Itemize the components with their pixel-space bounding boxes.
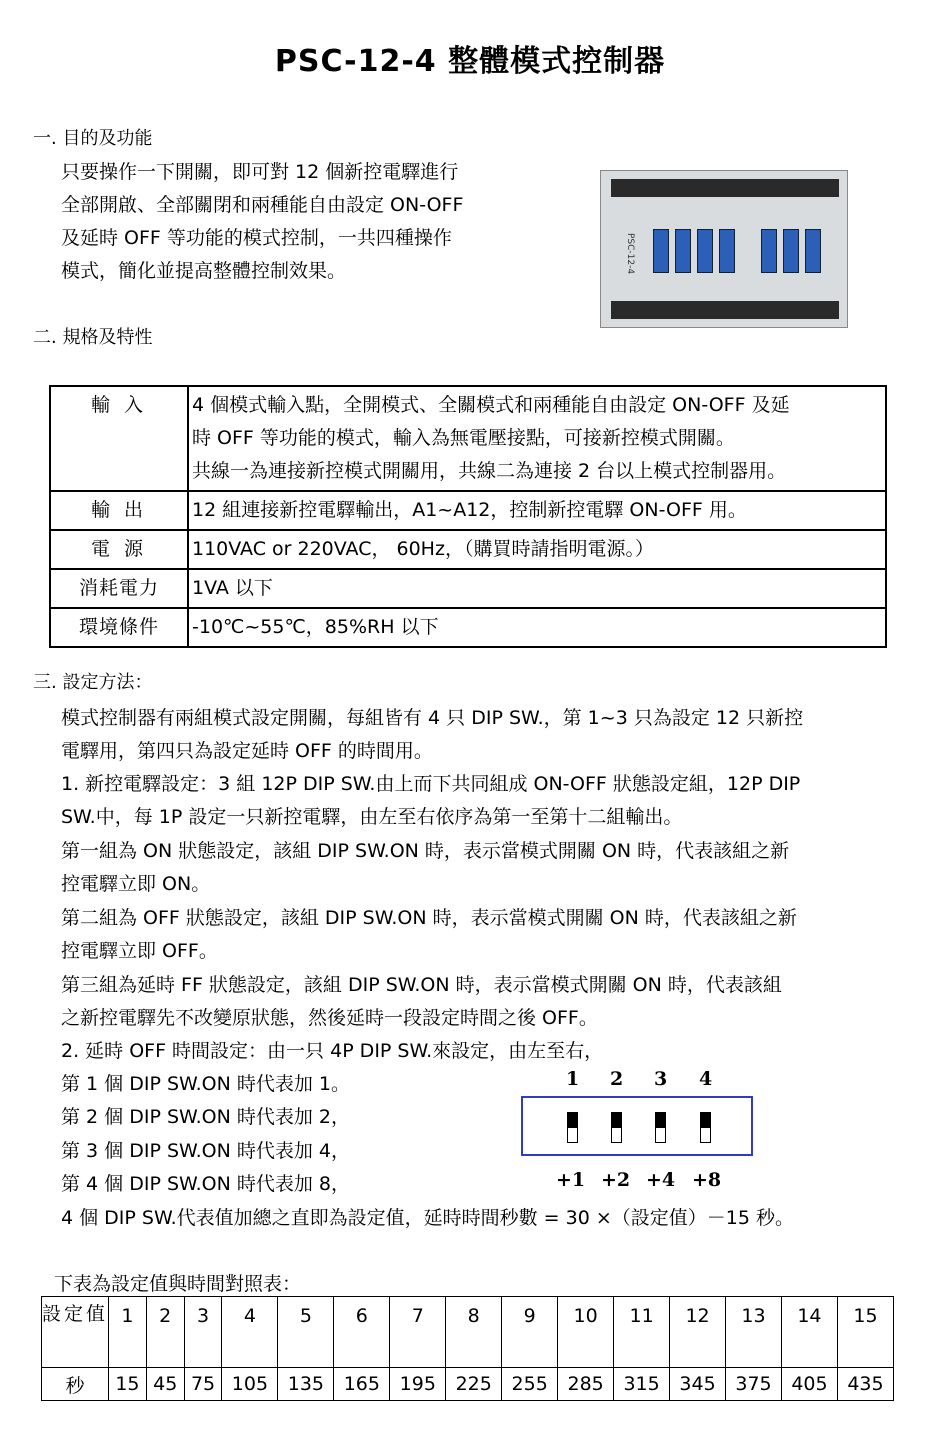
setting-cell: 7: [390, 1297, 446, 1368]
seconds-cell: 375: [726, 1368, 782, 1401]
section3-line: 2. 延時 OFF 時間設定：由一只 4P DIP SW.來設定，由左至右，: [61, 1040, 604, 1062]
timetable-row2-label: 秒: [42, 1368, 109, 1401]
timetable-caption: 下表為設定值與時間對照表：: [54, 1273, 302, 1295]
dip-value: +1: [556, 1169, 586, 1191]
seconds-cell: 75: [184, 1368, 222, 1401]
section3-line: 1. 新控電驛設定：3 組 12P DIP SW.由上而下共同組成 ON-OFF 狀態設定組，12P DIP: [61, 773, 801, 795]
spec-key: 消耗電力: [50, 569, 188, 608]
setting-cell: 4: [222, 1297, 278, 1368]
section3-heading: 三. 設定方法：: [33, 672, 153, 693]
spec-key: 輸 出: [50, 491, 188, 530]
section1-heading: 一. 目的及功能: [33, 128, 153, 149]
dip-value: +4: [646, 1169, 676, 1191]
section3-line: 之新控電驛先不改變原狀態，然後延時一段設定時間之後 OFF。: [61, 1007, 598, 1029]
seconds-cell: 225: [446, 1368, 502, 1401]
section3-line: 第三組為延時 FF 狀態設定，該組 DIP SW.ON 時，表示當模式開關 ON 時，代表該組: [61, 974, 782, 996]
section1-line: 及延時 OFF 等功能的模式控制，一共四種操作: [61, 227, 452, 249]
setting-cell: 5: [278, 1297, 334, 1368]
section1-line: 只要操作一下開關，即可對 12 個新控電驛進行: [61, 161, 459, 183]
spec-row-consumption: [50, 569, 886, 608]
spec-row-power: [50, 530, 886, 569]
spec-key: 環境條件: [50, 608, 188, 647]
seconds-cell: 165: [334, 1368, 390, 1401]
setting-cell: 10: [558, 1297, 614, 1368]
setting-cell: 2: [146, 1297, 184, 1368]
section3-line: 第 1 個 DIP SW.ON 時代表加 1。: [61, 1073, 350, 1095]
product-label: PSC-12-4: [625, 233, 635, 275]
spec-value-line: 4 個模式輸入點，全開模式、全關模式和兩種能自由設定 ON-OFF 及延: [192, 394, 790, 416]
dip-switch: [700, 1112, 711, 1143]
dip-switch: [611, 1112, 622, 1143]
setting-cell: 15: [837, 1297, 893, 1368]
section3-line: 第 4 個 DIP SW.ON 時代表加 8，: [61, 1173, 350, 1195]
dip-value: +8: [692, 1169, 722, 1191]
spec-key: 電 源: [50, 530, 188, 569]
section3-line: 控電驛立即 OFF。: [61, 940, 218, 962]
section3-line: 電驛用，第四只為設定延時 OFF 的時間用。: [61, 740, 433, 762]
section3-line: 控電驛立即 ON。: [61, 873, 211, 895]
product-photo-icon: [600, 170, 848, 328]
setting-cell: 12: [670, 1297, 726, 1368]
dip-number: 2: [610, 1068, 624, 1090]
seconds-cell: 135: [278, 1368, 334, 1401]
spec-row-environment: [50, 608, 886, 647]
dip-value: +2: [601, 1169, 631, 1191]
seconds-cell: 315: [614, 1368, 670, 1401]
section3-line: 第 2 個 DIP SW.ON 時代表加 2，: [61, 1106, 350, 1128]
section3-line: 模式控制器有兩組模式設定開關，每組皆有 4 只 DIP SW.，第 1~3 只為設定 12 只新控: [61, 707, 804, 729]
timetable-row1-label: 設定值: [42, 1297, 109, 1368]
seconds-cell: 285: [558, 1368, 614, 1401]
setting-cell: 3: [184, 1297, 222, 1368]
seconds-cell: 15: [109, 1368, 147, 1401]
setting-cell: 11: [614, 1297, 670, 1368]
seconds-cell: 255: [502, 1368, 558, 1401]
setting-cell: 14: [781, 1297, 837, 1368]
spec-value: -10℃~55℃，85%RH 以下: [188, 608, 886, 647]
seconds-cell: 345: [670, 1368, 726, 1401]
seconds-cell: 45: [146, 1368, 184, 1401]
spec-key: 輸 入: [50, 386, 188, 491]
seconds-cell: 195: [390, 1368, 446, 1401]
section3-line: 第一組為 ON 狀態設定，該組 DIP SW.ON 時，表示當模式開關 ON 時，代表該組之新: [61, 840, 790, 862]
spec-value: 1VA 以下: [188, 569, 886, 608]
dip-number: 1: [566, 1068, 580, 1090]
spec-value-line: 共線一為連接新控模式開關用，共線二為連接 2 台以上模式控制器用。: [192, 460, 787, 482]
seconds-cell: 405: [781, 1368, 837, 1401]
setting-cell: 8: [446, 1297, 502, 1368]
section3-line: SW.中，每 1P 設定一只新控電驛，由左至右依序為第一至第十二組輸出。: [61, 806, 683, 828]
spec-value-line: 時 OFF 等功能的模式，輸入為無電壓接點，可接新控模式開關。: [192, 427, 735, 449]
spec-row-output: [50, 491, 886, 530]
section3-line: 第 3 個 DIP SW.ON 時代表加 4，: [61, 1140, 350, 1162]
section3-line: 第二組為 OFF 狀態設定，該組 DIP SW.ON 時，表示當模式開關 ON 時，代表該組之新: [61, 907, 797, 929]
spec-table: [49, 385, 887, 648]
dip-switch: [655, 1112, 666, 1143]
spec-value: 110VAC or 220VAC， 60Hz，（購買時請指明電源。）: [188, 530, 886, 569]
seconds-cell: 435: [837, 1368, 893, 1401]
section2-heading: 二. 規格及特性: [33, 327, 153, 348]
seconds-cell: 105: [222, 1368, 278, 1401]
timetable: [41, 1296, 894, 1401]
dip-switch-diagram: [521, 1096, 753, 1156]
spec-value: 12 組連接新控電驛輸出，A1~A12，控制新控電驛 ON-OFF 用。: [188, 491, 886, 530]
setting-cell: 1: [109, 1297, 147, 1368]
section1-line: 全部開啟、全部關閉和兩種能自由設定 ON-OFF: [61, 194, 464, 216]
page-title: PSC-12-4 整體模式控制器: [274, 44, 666, 79]
setting-cell: 13: [726, 1297, 782, 1368]
setting-cell: 6: [334, 1297, 390, 1368]
section3-line: 4 個 DIP SW.代表值加總之直即為設定值，延時時間秒數 = 30 ×（設定值）－15 秒。: [61, 1207, 794, 1229]
setting-cell: 9: [502, 1297, 558, 1368]
dip-number: 4: [699, 1068, 713, 1090]
section1-line: 模式，簡化並提高整體控制效果。: [61, 260, 347, 282]
dip-switch: [567, 1112, 578, 1143]
dip-number: 3: [654, 1068, 668, 1090]
spec-row-input: [50, 386, 886, 491]
